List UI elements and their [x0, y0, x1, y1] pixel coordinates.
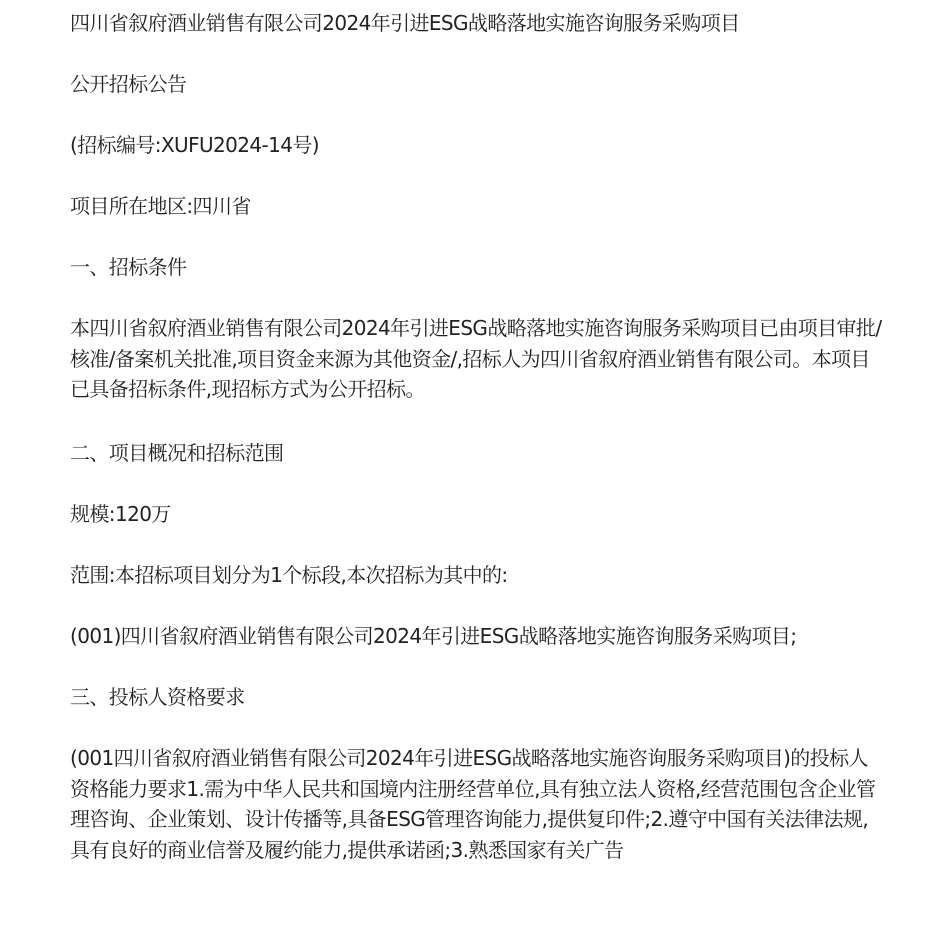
section-heading-bidder-qualifications: 三、投标人资格要求	[70, 685, 245, 709]
project-region: 项目所在地区:四川省	[70, 194, 251, 218]
project-scale: 规模:120万	[70, 502, 171, 526]
document-title: 四川省叙府酒业销售有限公司2024年引进ESG战略落地实施咨询服务采购项目	[70, 11, 740, 35]
tender-number: (招标编号:XUFU2024-14号)	[70, 133, 319, 157]
tender-scope: 范围:本招标项目划分为1个标段,本次招标为其中的:	[70, 563, 508, 587]
tender-conditions-body: 本四川省叙府酒业销售有限公司2024年引进ESG战略落地实施咨询服务采购项目已由项目审批/核准/备案机关批准,项目资金来源为其他资金/,招标人为四川省叙府酒业销售有限公司。本项目已具备招标条件,现招标方式为公开招标。	[70, 316, 882, 401]
bidder-qualifications-body: (001四川省叙府酒业销售有限公司2024年引进ESG战略落地实施咨询服务采购项目)的投标人资格能力要求1.需为中华人民共和国境内注册经营单位,具有独立法人资格,经营范围包含企业管理咨询、企业策划、设计传播等,具备ESG管理咨询能力,提供复印件;2.遵守中国有关法律法规,具有良好的商业信誉及履约能力,提供承诺函;3.熟悉国家有关广告	[70, 746, 876, 862]
section-heading-tender-conditions: 一、招标条件	[70, 255, 187, 279]
tender-lot: (001)四川省叙府酒业销售有限公司2024年引进ESG战略落地实施咨询服务采购项目;	[70, 624, 797, 648]
section-heading-project-overview: 二、项目概况和招标范围	[70, 441, 284, 465]
notice-type: 公开招标公告	[70, 72, 187, 96]
